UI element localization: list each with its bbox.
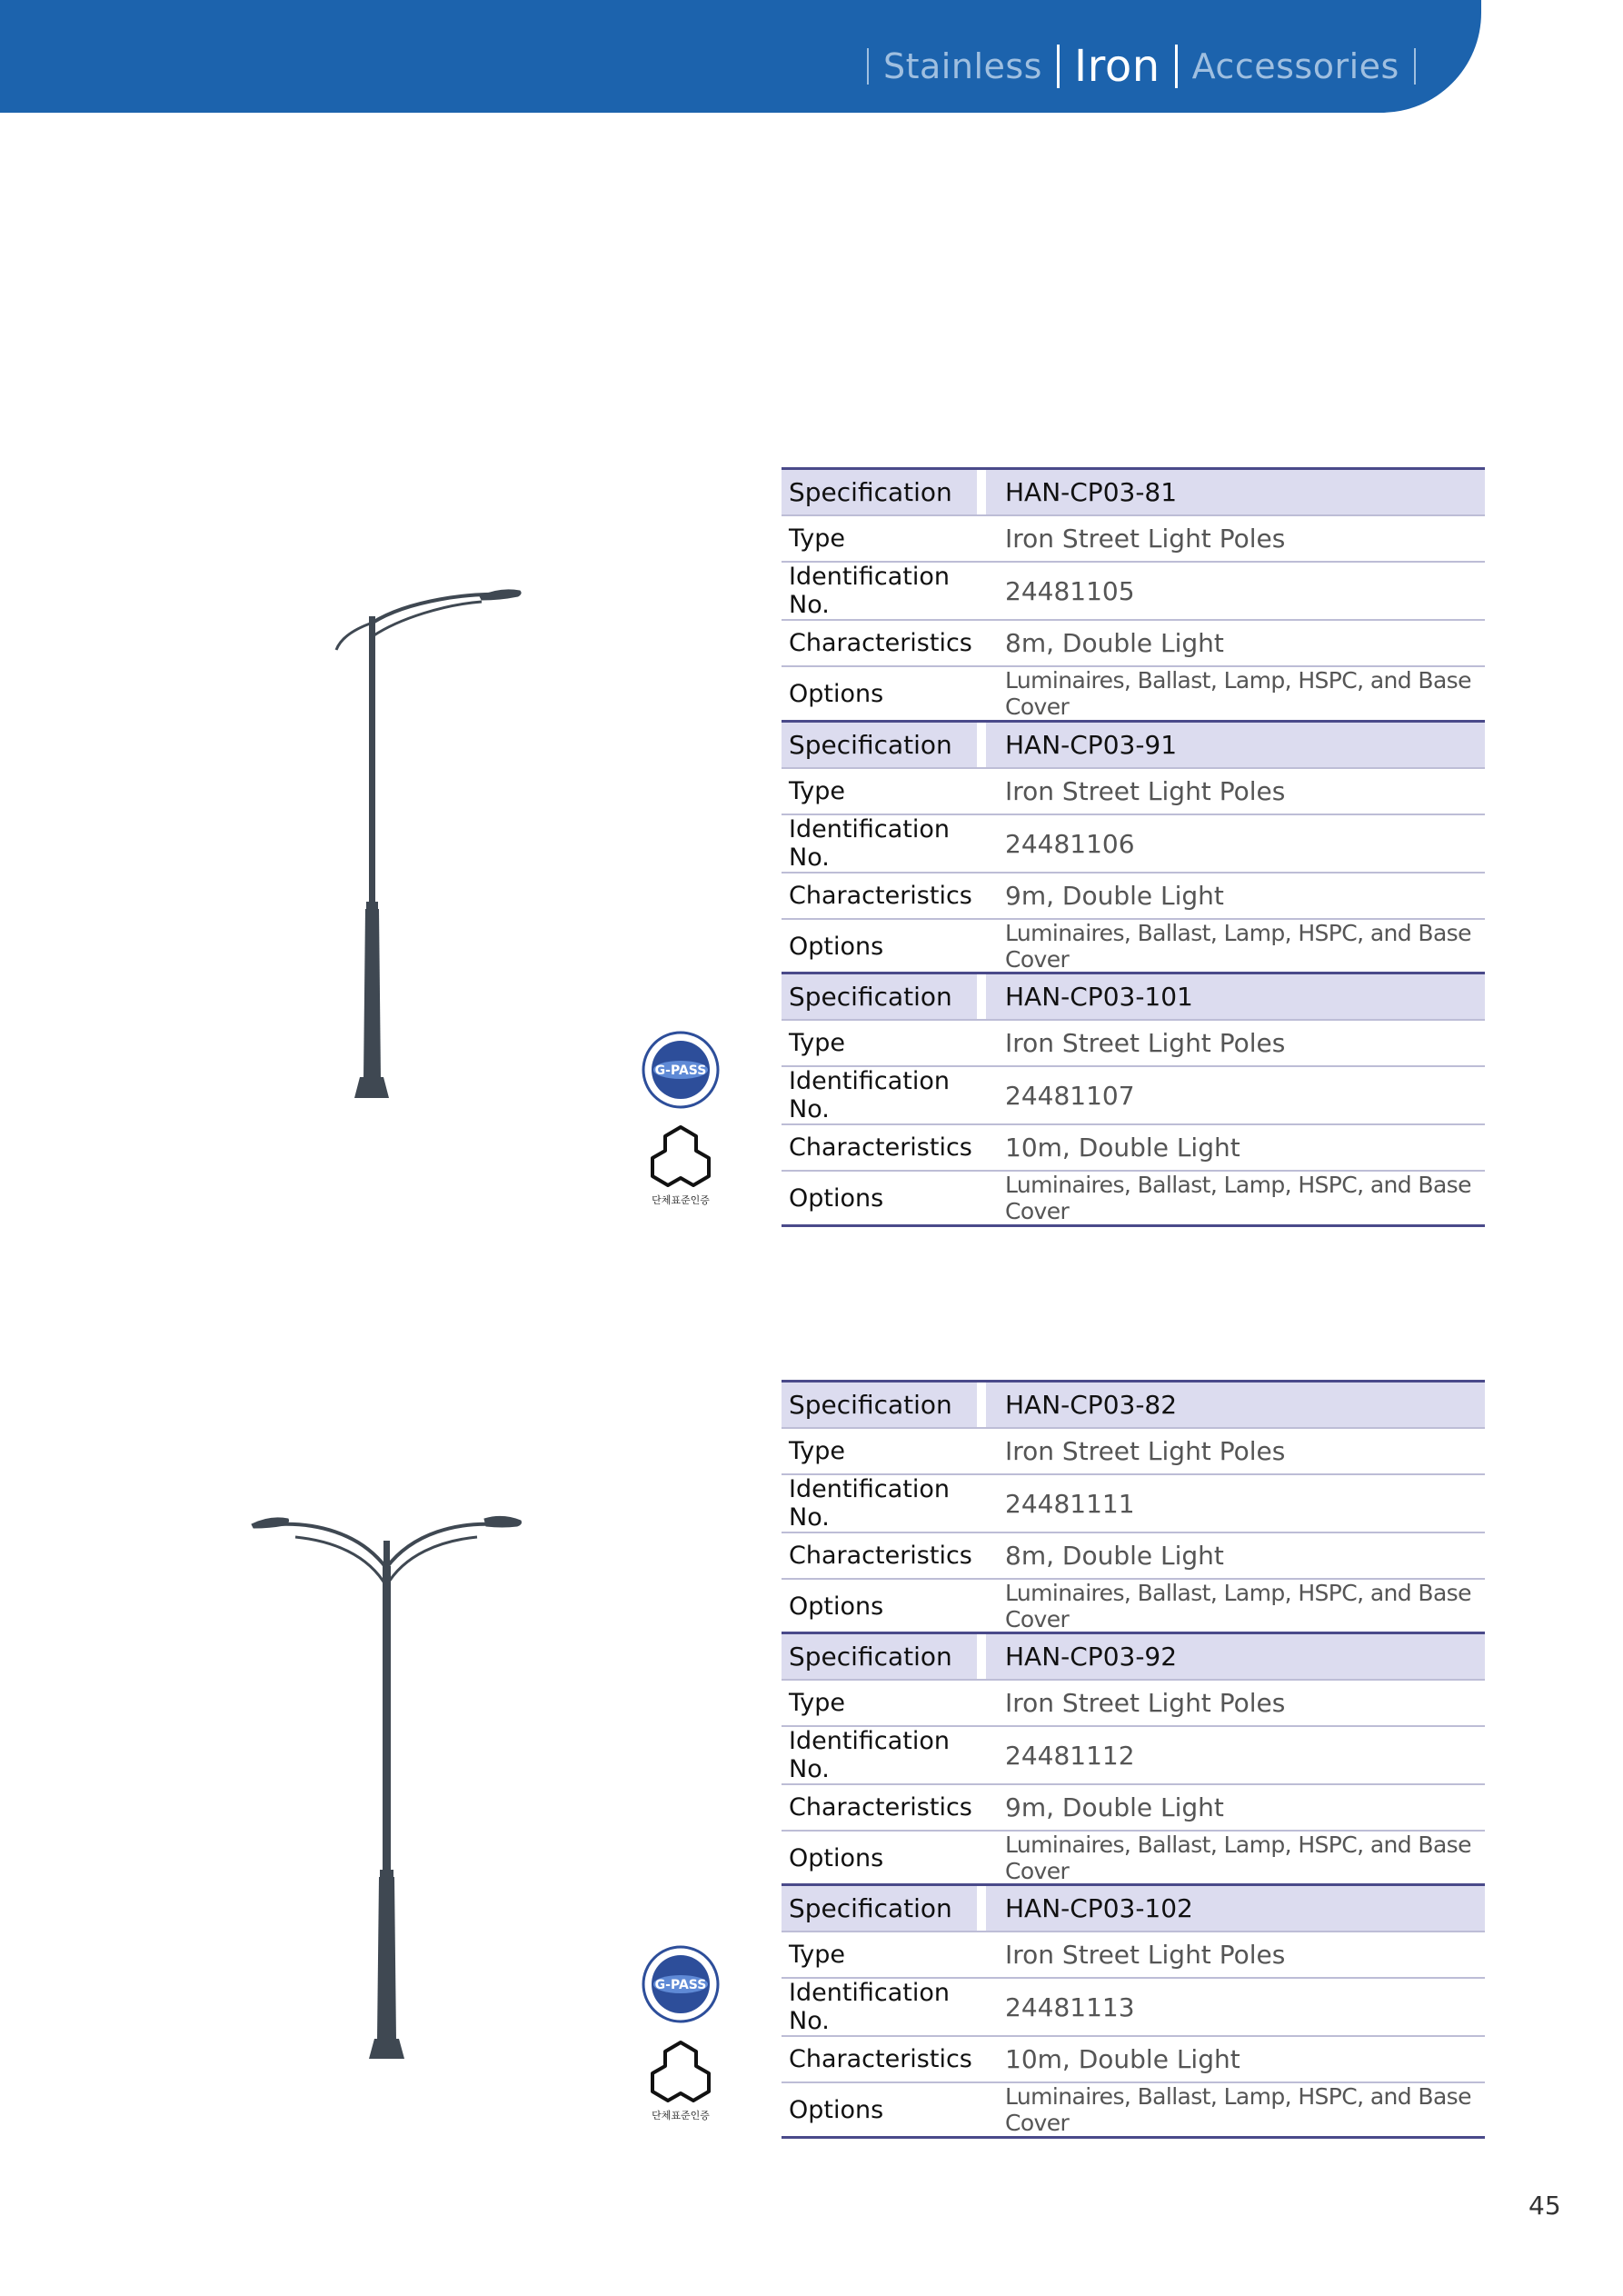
spec-row [782,973,1485,1021]
nav-separator [867,48,869,85]
id-row [782,1066,1485,1124]
section-nav [852,35,1430,98]
id-value: 24481106 [986,814,1485,873]
spec-table [782,1883,1485,2139]
characteristics-value: 9m, Double Light [986,1784,1485,1831]
tab-iron[interactable]: Iron [1073,41,1160,92]
options-row [782,919,1485,974]
page-number: 45 [1528,2191,1561,2221]
type-label: Type [782,768,977,814]
svg-text:G-PASS: G-PASS [654,1978,707,1992]
id-label: Identification No. [782,814,977,873]
options-label: Options [789,679,884,708]
tab-stainless[interactable]: Stainless [883,46,1042,86]
options-row [782,1579,1485,1634]
spec-table [782,1632,1485,1887]
options-label: Options [789,2095,884,2124]
options-row [782,1171,1485,1226]
type-label: Type [782,515,977,562]
id-label: Identification No. [782,1978,977,2036]
spec-model: HAN-CP03-101 [986,973,1485,1021]
type-value: Iron Street Light Poles [986,1932,1485,1978]
options-label: Options [789,932,884,961]
spec-table [782,1380,1485,1635]
tab-accessories[interactable]: Accessories [1191,46,1399,86]
id-value: 24481112 [986,1726,1485,1784]
options-row [782,666,1485,722]
characteristics-value: 10m, Double Light [986,1124,1485,1171]
group-standard-certification-logo [643,1123,718,1207]
type-row [782,1020,1485,1066]
options-value: Luminaires, Ballast, Lamp, HSPC, and Base Cover [1005,1172,1471,1224]
gpass-certification-logo [642,1945,720,2023]
type-value: Iron Street Light Poles [986,768,1485,814]
id-label: Identification No. [782,562,977,620]
nav-separator [1057,45,1060,88]
svg-text:G-PASS: G-PASS [654,1063,707,1078]
spec-label: Specification [782,469,977,516]
characteristics-value: 8m, Double Light [986,1532,1485,1579]
id-value: 24481105 [986,562,1485,620]
type-value: Iron Street Light Poles [986,1680,1485,1726]
spec-table [782,972,1485,1227]
options-label: Options [789,1843,884,1872]
spec-table [782,720,1485,975]
id-value: 24481107 [986,1066,1485,1124]
id-value: 24481113 [986,1978,1485,2036]
spec-model: HAN-CP03-81 [986,469,1485,516]
spec-label: Specification [782,722,977,769]
spec-model: HAN-CP03-92 [986,1633,1485,1681]
street-light-pole-image [318,582,536,1109]
nav-separator [1175,45,1178,88]
spec-row [782,1885,1485,1932]
characteristics-row [782,1784,1485,1831]
characteristics-label: Characteristics [782,1124,977,1171]
options-row [782,1831,1485,1886]
type-row [782,515,1485,562]
spec-label: Specification [782,1885,977,1932]
options-value: Luminaires, Ballast, Lamp, HSPC, and Base Cover [1005,920,1471,973]
id-row [782,1474,1485,1532]
type-label: Type [782,1020,977,1066]
type-row [782,1428,1485,1474]
spec-table [782,467,1485,723]
spec-row [782,722,1485,769]
spec-model: HAN-CP03-91 [986,722,1485,769]
type-row [782,768,1485,814]
options-value: Luminaires, Ballast, Lamp, HSPC, and Base Cover [1005,1832,1471,1884]
characteristics-value: 10m, Double Light [986,2036,1485,2082]
type-row [782,1932,1485,1978]
spec-model: HAN-CP03-102 [986,1885,1485,1932]
spec-row [782,469,1485,516]
id-row [782,1978,1485,2036]
options-value: Luminaires, Ballast, Lamp, HSPC, and Base Cover [1005,1580,1471,1632]
characteristics-row [782,1532,1485,1579]
street-light-pole-image [232,1504,550,2068]
id-row [782,1726,1485,1784]
spec-label: Specification [782,1633,977,1681]
options-row [782,2082,1485,2138]
group-standard-certification-logo [643,2039,718,2122]
type-row [782,1680,1485,1726]
spec-label: Specification [782,1382,977,1429]
options-value: Luminaires, Ballast, Lamp, HSPC, and Base Cover [1005,667,1471,720]
type-value: Iron Street Light Poles [986,1020,1485,1066]
type-label: Type [782,1428,977,1474]
svg-text:단체표준인증: 단체표준인증 [652,2110,710,2121]
characteristics-row [782,873,1485,919]
svg-text:단체표준인증: 단체표준인증 [652,1194,710,1206]
type-label: Type [782,1932,977,1978]
id-row [782,562,1485,620]
id-label: Identification No. [782,1066,977,1124]
characteristics-label: Characteristics [782,1532,977,1579]
options-label: Options [789,1183,884,1213]
characteristics-value: 9m, Double Light [986,873,1485,919]
options-label: Options [789,1592,884,1621]
type-label: Type [782,1680,977,1726]
characteristics-row [782,620,1485,666]
characteristics-label: Characteristics [782,1784,977,1831]
nav-separator [1414,48,1416,85]
type-value: Iron Street Light Poles [986,1428,1485,1474]
characteristics-label: Characteristics [782,620,977,666]
id-value: 24481111 [986,1474,1485,1532]
options-value: Luminaires, Ballast, Lamp, HSPC, and Base Cover [1005,2083,1471,2136]
characteristics-value: 8m, Double Light [986,620,1485,666]
type-value: Iron Street Light Poles [986,515,1485,562]
spec-row [782,1633,1485,1681]
id-label: Identification No. [782,1474,977,1532]
spec-model: HAN-CP03-82 [986,1382,1485,1429]
spec-label: Specification [782,973,977,1021]
characteristics-label: Characteristics [782,2036,977,2082]
id-label: Identification No. [782,1726,977,1784]
spec-row [782,1382,1485,1429]
characteristics-row [782,2036,1485,2082]
gpass-certification-logo [642,1031,720,1109]
characteristics-label: Characteristics [782,873,977,919]
id-row [782,814,1485,873]
characteristics-row [782,1124,1485,1171]
